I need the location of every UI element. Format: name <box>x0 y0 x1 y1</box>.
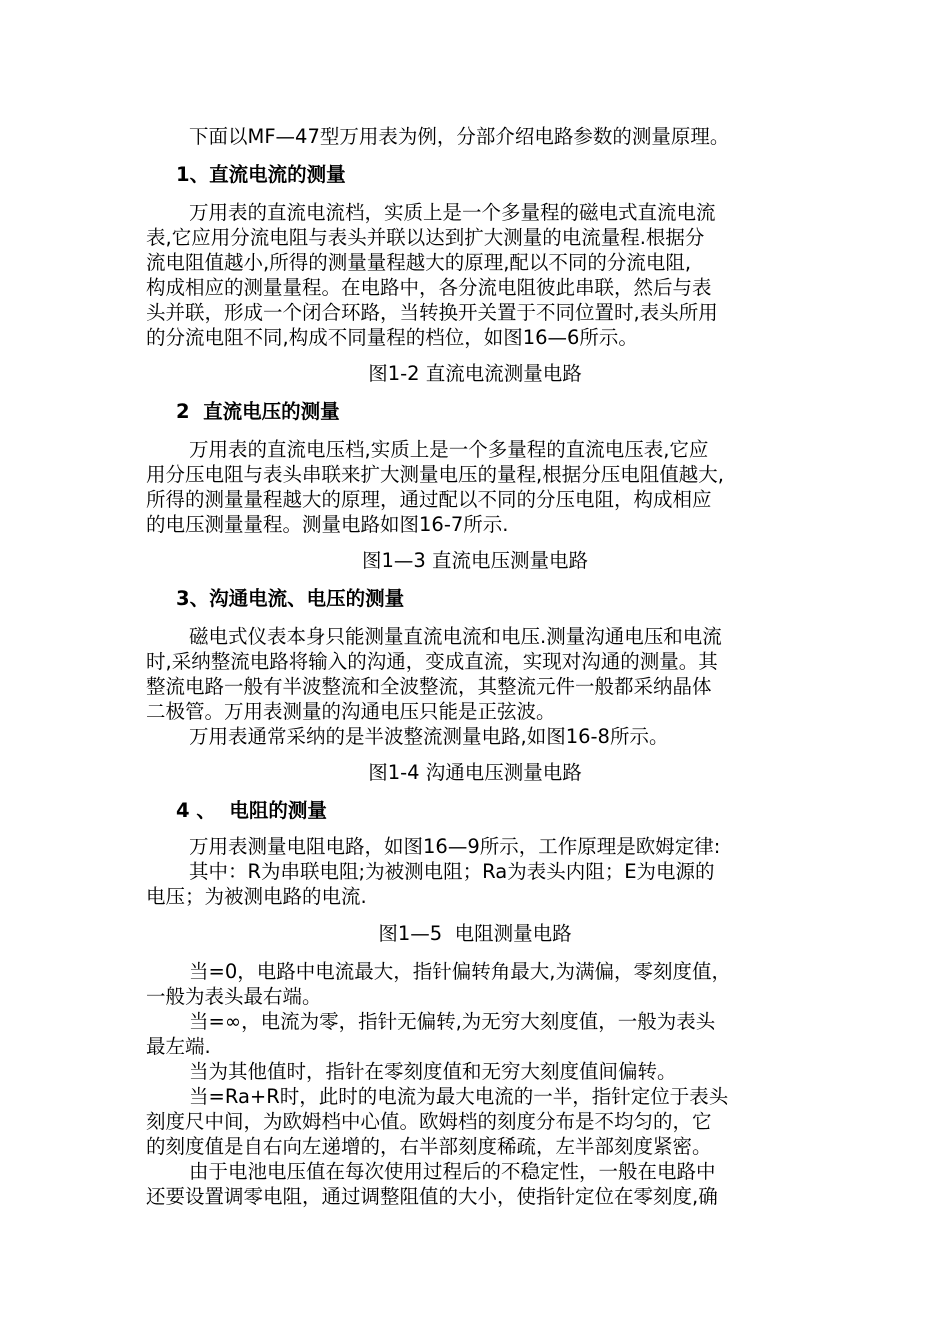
section-4-line: 电压；为被测电路的电流. <box>146 885 367 908</box>
section-3-heading: 3、沟通电流、电压的测量 <box>176 587 405 610</box>
section-4-after-line: 刻度尺中间，为欧姆档中心值。欧姆档的刻度分布是不均匀的，它 <box>146 1110 712 1133</box>
figure-1-3-caption: 图1—3 直流电压测量电路 <box>361 549 588 572</box>
section-3-line: 时,采纳整流电路将输入的沟通，变成直流，实现对沟通的测量。其 <box>146 650 718 673</box>
section-4-after-line: 当=Ra+R时，此时的电流为最大电流的一半，指针定位于表头 <box>189 1085 729 1108</box>
section-2-heading: 2 直流电压的测量 <box>176 400 340 423</box>
section-1-line: 头并联，形成一个闭合环路，当转换开关置于不同位置时,表头所用 <box>146 301 718 324</box>
figure-1-4-caption: 图1-4 沟通电压测量电路 <box>368 761 582 784</box>
section-3-line: 整流电路一般有半波整流和全波整流，其整流元件一般都采纳晶体 <box>146 675 712 698</box>
section-1-line: 表,它应用分流电阻与表头并联以达到扩大测量的电流量程.根据分 <box>146 226 705 249</box>
section-4-line: 万用表测量电阻电路，如图16—9所示，工作原理是欧姆定律: <box>189 835 721 858</box>
section-4-after-line: 一般为表头最右端。 <box>146 985 322 1008</box>
section-1-line: 构成相应的测量量程。在电路中，各分流电阻彼此串联，然后与表 <box>146 276 712 299</box>
section-1-line: 流电阻值越小,所得的测量量程越大的原理,配以不同的分流电阻, <box>146 251 692 274</box>
intro-paragraph: 下面以MF—47型万用表为例，分部介绍电路参数的测量原理。 <box>189 125 730 148</box>
section-3-line: 二极管。万用表测量的沟通电压只能是正弦波。 <box>146 700 556 723</box>
section-4-after-line: 当=0，电路中电流最大，指针偏转角最大,为满偏，零刻度值， <box>189 960 731 983</box>
section-4-heading: 4 、 电阻的测量 <box>176 799 327 822</box>
section-4-line: 其中：R为串联电阻;为被测电阻；Ra为表头内阻；E为电源的 <box>189 860 715 883</box>
figure-1-2-caption: 图1-2 直流电流测量电路 <box>368 362 582 385</box>
section-4-after-line: 的刻度值是自右向左递增的，右半部刻度稀疏，左半部刻度紧密。 <box>146 1135 712 1158</box>
section-4-after-line: 由于电池电压值在每次使用过程后的不稳定性，一般在电路中 <box>189 1160 716 1183</box>
section-1-heading: 1、直流电流的测量 <box>176 163 346 186</box>
section-4-after-line: 当=∞，电流为零，指针无偏转,为无穷大刻度值，一般为表头 <box>189 1010 716 1033</box>
section-1-line: 万用表的直流电流档，实质上是一个多量程的磁电式直流电流 <box>189 201 716 224</box>
section-4-after-line: 最左端. <box>146 1035 211 1058</box>
section-2-line: 所得的测量量程越大的原理，通过配以不同的分压电阻，构成相应 <box>146 488 712 511</box>
section-4-after-line: 还要设置调零电阻，通过调整阻值的大小，使指针定位在零刻度,确 <box>146 1185 718 1208</box>
section-3-line: 磁电式仪表本身只能测量直流电流和电压.测量沟通电压和电流 <box>189 625 722 648</box>
section-3-line: 万用表通常采纳的是半波整流测量电路,如图16-8所示。 <box>189 725 669 748</box>
section-2-line: 万用表的直流电压档,实质上是一个多量程的直流电压表,它应 <box>189 438 709 461</box>
section-2-line: 用分压电阻与表头串联来扩大测量电压的量程,根据分压电阻值越大, <box>146 463 724 486</box>
figure-1-5-caption: 图1—5 电阻测量电路 <box>378 922 572 945</box>
section-1-line: 的分流电阻不同,构成不同量程的档位，如图16—6所示。 <box>146 326 638 349</box>
section-2-line: 的电压测量量程。测量电路如图16-7所示. <box>146 513 509 536</box>
section-4-after-line: 当为其他值时，指针在零刻度值和无穷大刻度值间偏转。 <box>189 1060 677 1083</box>
